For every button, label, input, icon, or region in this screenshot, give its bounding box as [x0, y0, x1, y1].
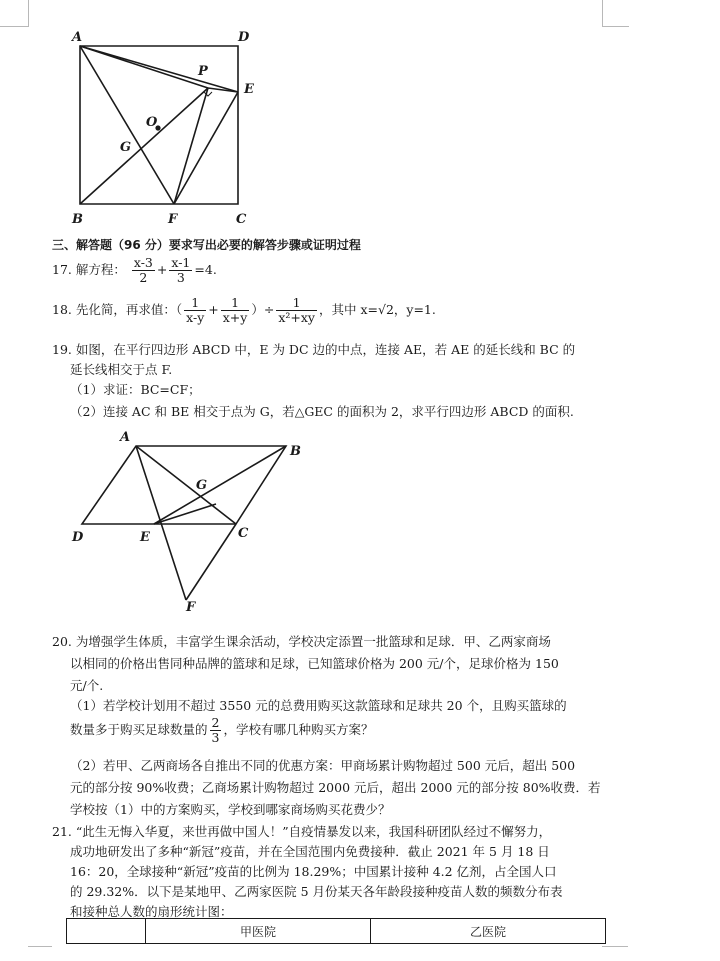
section-heading: 三、解答题（96 分）要求写出必要的解答步骤或证明过程: [52, 238, 361, 252]
line-fp: [174, 88, 208, 204]
label-p1: P: [198, 64, 208, 79]
q17-frac2-num: x-1: [171, 255, 191, 270]
crop-mark-top-right: [602, 0, 629, 27]
q18-frac2-den: x+y: [222, 310, 248, 325]
q20-frac-den: 3: [211, 730, 220, 745]
q18-frac1-num: 1: [184, 296, 206, 311]
q21-line-2: 成功地研发出了多种“新冠”疫苗，并在全国范围内免费接种．截止 2021 年 5 月 18 日: [70, 844, 550, 859]
q20-frac-num: 2: [211, 715, 220, 730]
q17-prefix: 解方程：: [75, 262, 126, 277]
parallelogram-figure: [60, 428, 320, 618]
q18-fraction-1: [184, 296, 206, 325]
q20-part2-line-2: 元的部分按 90%收费；乙商场累计购物超过 2000 元后，超出 2000 元的部分按 80%收费．若: [70, 780, 601, 795]
line-eg-extra: [154, 504, 216, 524]
label-a1: A: [72, 30, 83, 45]
q18-prefix: 先化简，再求值：（: [75, 302, 183, 317]
label-f1: F: [168, 212, 178, 227]
parallelogram-outline: [82, 446, 286, 524]
q21-number: 21.: [52, 824, 72, 839]
q19-line-2: 延长线相交于点 F.: [70, 362, 173, 377]
table-header-cell: 甲医院: [146, 919, 371, 944]
q20-line-3: 元/个.: [70, 678, 104, 693]
q20-line-1: [52, 632, 551, 650]
label-b1: B: [72, 212, 83, 227]
q17-frac2-den: 3: [176, 270, 185, 285]
q18-number: 18.: [52, 302, 72, 317]
line-bp: [80, 88, 208, 204]
q20-part1-line-1: （1）若学校计划用不超过 3550 元的总费用购买这款篮球和足球共 20 个，且购买篮球的: [70, 698, 567, 713]
q19-number: 19.: [52, 342, 72, 357]
label-e2: E: [140, 530, 150, 545]
question-18: [52, 296, 436, 325]
q17-number: 17.: [52, 262, 72, 277]
crop-mark-bottom-left: [28, 946, 52, 961]
q20-text-1: 为增强学生体质，丰富学生课余活动，学校决定添置一批篮球和足球．甲、乙两家商场: [75, 634, 551, 649]
label-d1: D: [238, 30, 250, 45]
q21-text-1: “此生无悔入华夏，来世再做中国人！”自疫情暴发以来，我国科研团队经过不懈努力，: [75, 824, 552, 839]
line-af2: [136, 446, 186, 600]
q18-plus: +: [208, 302, 219, 317]
q18-suffix: ，其中 x=√2，y=1.: [318, 302, 436, 317]
q17-frac1-num: x-3: [133, 255, 153, 270]
label-a2: A: [120, 430, 131, 445]
table-header-cell: 乙医院: [371, 919, 606, 944]
q20-part1-prefix: 数量多于购买足球数量的: [70, 722, 208, 737]
label-g2: G: [196, 478, 208, 493]
q19-part-2: （2）连接 AC 和 BE 相交于点为 G，若△GEC 的面积为 2，求平行四边形 ABCD 的面积.: [70, 404, 574, 419]
q18-frac1-den: x-y: [186, 310, 205, 325]
label-d2: D: [72, 530, 84, 545]
table-header-cell: [67, 919, 146, 944]
label-g1: G: [120, 140, 132, 155]
label-b2: B: [290, 444, 301, 459]
square-figure: [60, 30, 280, 230]
q18-mid: ）÷: [251, 302, 275, 317]
label-o1: O: [146, 115, 158, 130]
q19-text-1: 如图，在平行四边形 ABCD 中，E 为 DC 边的中点，连接 AE，若 AE 的延长线和 BC 的: [75, 342, 576, 357]
q18-frac3-num: 1: [276, 296, 317, 311]
label-f2: F: [186, 600, 196, 615]
q20-part2-line-1: （2）若甲、乙两商场各自推出不同的优惠方案：甲商场累计购物超过 500 元后，超出 500: [70, 758, 576, 773]
q17-plus: +: [156, 262, 168, 277]
q17-fraction-1: [132, 256, 155, 285]
label-c1: C: [236, 212, 247, 227]
question-17: [52, 256, 217, 285]
q21-line-3: 16：20，全球接种“新冠”疫苗的比例为 18.29%；中国累计接种 4.2 亿剂，占全国人口: [70, 864, 557, 879]
q18-fraction-3: [276, 296, 317, 325]
q21-line-4: 的 29.32%．以下是某地甲、乙两家医院 5 月份某天各年龄段接种疫苗人数的频数分布表: [70, 884, 563, 899]
q19-part-1: （1）求证：BC=CF；: [70, 382, 201, 397]
q18-fraction-2: [221, 296, 250, 325]
table-header-row: [67, 919, 606, 944]
crop-mark-top-left: [0, 0, 29, 27]
q20-part2-line-3: 学校按（1）中的方案购买，学校到哪家商场购买花费少？: [70, 802, 391, 817]
q21-line-5: 和接种总人数的扇形统计图：: [70, 904, 233, 919]
hospital-table: [66, 918, 606, 944]
label-c2: C: [238, 526, 249, 541]
q19-line-1: [52, 340, 575, 358]
q20-part1-suffix: ，学校有哪几种购买方案？: [223, 722, 374, 737]
q18-frac3-den: x²+xy: [278, 310, 315, 325]
line-cf2: [186, 524, 236, 600]
q20-number: 20.: [52, 634, 72, 649]
q18-frac2-num: 1: [221, 296, 250, 311]
q20-line-2: 以相同的价格出售同种品牌的篮球和足球，已知篮球价格为 200 元/个，足球价格为 150: [70, 656, 559, 671]
q20-fraction: [210, 716, 222, 745]
q17-suffix: =4.: [194, 262, 217, 277]
q17-frac1-den: 2: [139, 270, 148, 285]
crop-mark-bottom-right: [602, 946, 628, 961]
line-fe: [174, 92, 238, 204]
q20-part1-line-2: [70, 716, 373, 745]
q17-fraction-2: [169, 256, 192, 285]
q21-line-1: [52, 822, 551, 840]
label-e1: E: [244, 82, 254, 97]
